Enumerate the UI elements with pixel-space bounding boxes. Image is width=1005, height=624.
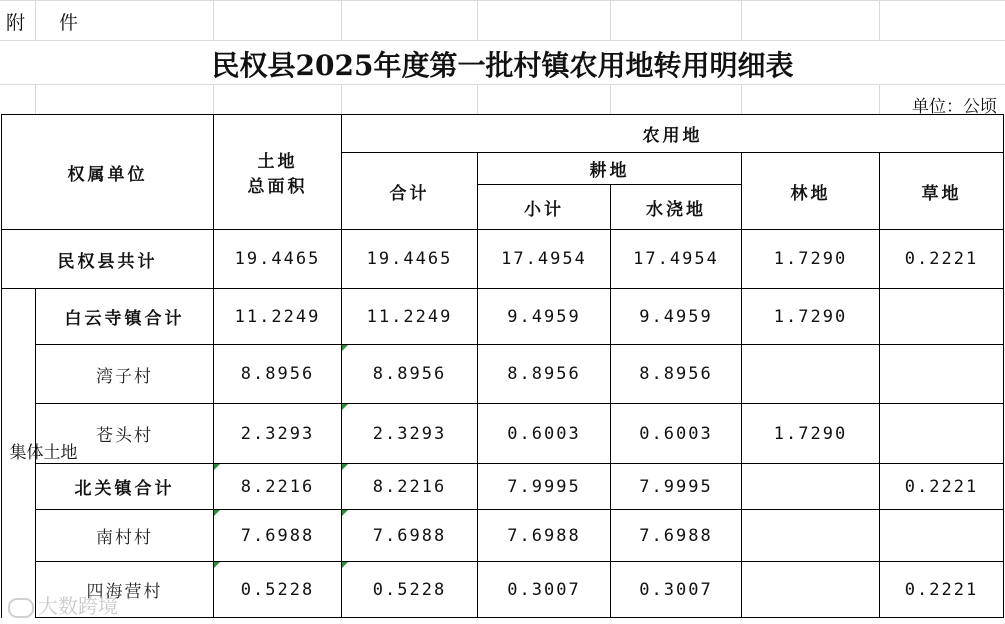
watermark-text: 大数跨境 xyxy=(38,594,118,618)
cell-forest: 1.7290 xyxy=(742,230,880,289)
header-arable: 耕地 xyxy=(478,153,742,185)
cell-sum: 8.2216 xyxy=(342,464,478,510)
cell-grass: 0.2221 xyxy=(880,230,1004,289)
cell-total: 8.8956 xyxy=(214,345,342,404)
cell-subtotal: 8.8956 xyxy=(478,345,611,404)
watermark-logo-icon xyxy=(8,598,34,618)
header-agri: 农用地 xyxy=(342,115,1004,153)
cell-irrigated: 7.9995 xyxy=(611,464,742,510)
header-irrigated: 水浇地 xyxy=(611,185,742,230)
cell-forest xyxy=(742,345,880,404)
row-name: 北关镇合计 xyxy=(36,464,214,510)
row-name: 南村村 xyxy=(36,510,214,562)
table-row xyxy=(2,345,1004,404)
table-row xyxy=(2,404,1004,464)
cell-total: 8.2216 xyxy=(214,464,342,510)
cell-irrigated: 0.6003 xyxy=(611,404,742,464)
group-label-text: 集体土地 xyxy=(9,443,78,464)
cell-grass xyxy=(880,510,1004,562)
gridline xyxy=(213,84,214,114)
table-row xyxy=(2,562,1004,618)
cell-irrigated: 9.4959 xyxy=(611,289,742,345)
gridline xyxy=(610,0,611,40)
gridline xyxy=(477,84,478,114)
gridline xyxy=(741,84,742,114)
cell-subtotal: 7.9995 xyxy=(478,464,611,510)
watermark xyxy=(8,590,118,619)
attachment-label: 附 件 xyxy=(6,12,93,34)
gridline xyxy=(0,84,1005,85)
header-forest: 林地 xyxy=(742,153,880,230)
cell-forest xyxy=(742,510,880,562)
cell-total: 7.6988 xyxy=(214,510,342,562)
header-owner: 权属单位 xyxy=(2,115,214,230)
gridline xyxy=(341,0,342,40)
cell-total: 19.4465 xyxy=(214,230,342,289)
gridline xyxy=(35,84,36,114)
cell-forest xyxy=(742,464,880,510)
cell-irrigated: 0.3007 xyxy=(611,562,742,618)
header-subtotal: 小计 xyxy=(478,185,611,230)
cell-sum: 7.6988 xyxy=(342,510,478,562)
cell-grass: 0.2221 xyxy=(880,562,1004,618)
cell-forest: 1.7290 xyxy=(742,404,880,464)
cell-subtotal: 7.6988 xyxy=(478,510,611,562)
table-row xyxy=(2,510,1004,562)
cell-total: 2.3293 xyxy=(214,404,342,464)
row-name: 苍头村 xyxy=(36,404,214,464)
header-land-total xyxy=(214,115,342,230)
cell-sum: 11.2249 xyxy=(342,289,478,345)
cell-total: 0.5228 xyxy=(214,562,342,618)
detail-table xyxy=(1,114,1004,618)
cell-grass: 0.2221 xyxy=(880,464,1004,510)
cell-grass xyxy=(880,345,1004,404)
cell-forest: 1.7290 xyxy=(742,289,880,345)
header-land-total-line2: 总面积 xyxy=(247,177,308,197)
table-row xyxy=(2,230,1004,289)
row-name: 民权县共计 xyxy=(2,230,214,289)
header-sum: 合计 xyxy=(342,153,478,230)
cell-sum: 19.4465 xyxy=(342,230,478,289)
gridline xyxy=(0,0,1005,1)
header-row xyxy=(2,115,1004,153)
gridline xyxy=(879,0,880,40)
row-name: 四海营村 xyxy=(36,562,214,618)
cell-grass xyxy=(880,404,1004,464)
cell-sum: 8.8956 xyxy=(342,345,478,404)
cell-irrigated: 8.8956 xyxy=(611,345,742,404)
unit-label: 单位：公顷 xyxy=(912,97,997,117)
gridline xyxy=(477,0,478,40)
cell-grass xyxy=(880,289,1004,345)
row-name: 湾子村 xyxy=(36,345,214,404)
gridline xyxy=(341,84,342,114)
cell-sum: 0.5228 xyxy=(342,562,478,618)
cell-irrigated: 7.6988 xyxy=(611,510,742,562)
header-grass: 草地 xyxy=(880,153,1004,230)
cell-forest xyxy=(742,562,880,618)
row-name: 白云寺镇合计 xyxy=(36,289,214,345)
header-land-total-line1: 土地 xyxy=(257,152,298,172)
cell-subtotal: 0.6003 xyxy=(478,404,611,464)
cell-subtotal: 0.3007 xyxy=(478,562,611,618)
cell-subtotal: 17.4954 xyxy=(478,230,611,289)
gridline xyxy=(741,0,742,40)
cell-total: 11.2249 xyxy=(214,289,342,345)
table-row xyxy=(2,289,1004,345)
cell-subtotal: 9.4959 xyxy=(478,289,611,345)
cell-irrigated: 17.4954 xyxy=(611,230,742,289)
page-title: 民权县2025年度第一批村镇农用地转用明细表 xyxy=(211,49,794,82)
cell-sum: 2.3293 xyxy=(342,404,478,464)
gridline xyxy=(879,84,880,114)
gridline xyxy=(610,84,611,114)
gridline xyxy=(213,0,214,40)
gridline xyxy=(0,40,1005,41)
table-row xyxy=(2,464,1004,510)
